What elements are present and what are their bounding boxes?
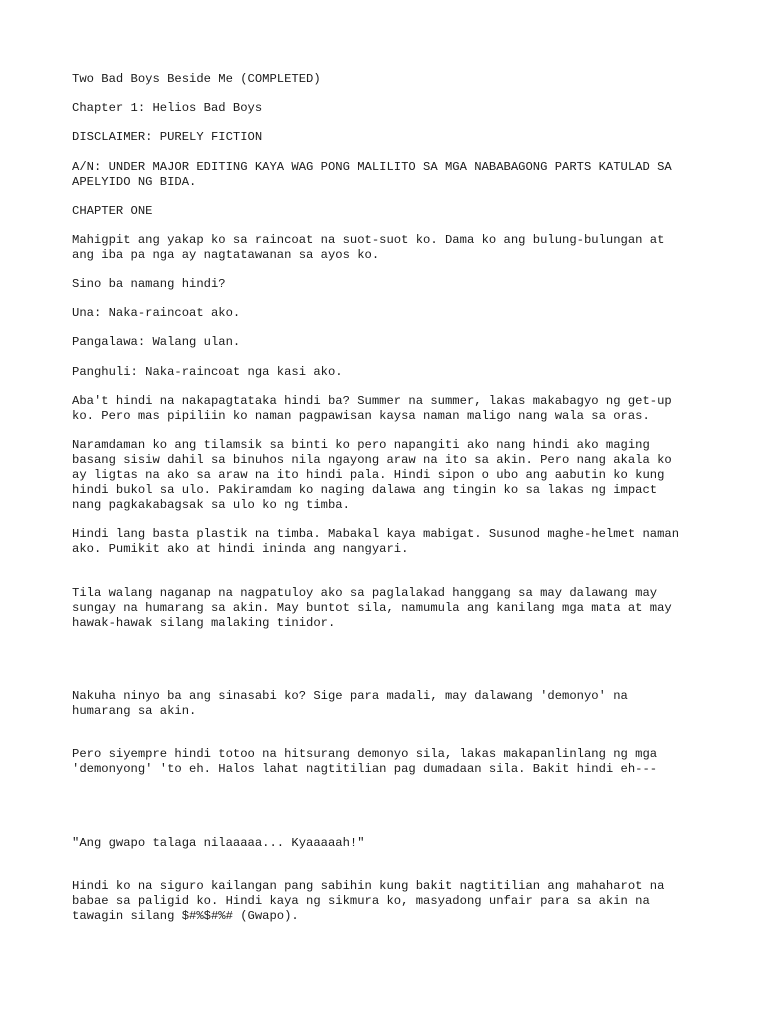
paragraph: Tila walang naganap na nagpatuloy ako sa paglalakad hanggang sa may dalawang may sungay na humarang sa akin. May buntot sila, namumula ang kanilang mga mata at may hawak-hawak silang malaking tinidor. <box>72 586 672 630</box>
paragraph: Mahigpit ang yakap ko sa raincoat na suot-suot ko. Dama ko ang bulung-bulungan at ang iba pa nga ay nagtatawanan sa ayos ko. <box>72 233 665 262</box>
paragraph: Pero siyempre hindi totoo na hitsurang demonyo sila, lakas makapanlinlang ng mga 'demonyong' 'to eh. Halos lahat nagtitilian pag dumadaan sila. Bakit hindi eh--- <box>72 747 658 776</box>
paragraph: Hindi lang basta plastik na timba. Mabakal kaya mabigat. Susunod maghe-helmet naman ako. Pumikit ako at hindi ininda ang nangyari. <box>72 527 680 556</box>
paragraph: Aba't hindi na nakapagtataka hindi ba? Summer na summer, lakas makabagyo ng get-up ko. Pero mas pipiliin ko naman pagpawisan kaysa naman maligo nang wala sa oras. <box>72 394 672 423</box>
disclaimer: DISCLAIMER: PURELY FICTION <box>72 130 263 144</box>
paragraph: Panghuli: Naka-raincoat nga kasi ako. <box>72 365 343 379</box>
paragraph: Una: Naka-raincoat ako. <box>72 306 241 320</box>
document-title: Two Bad Boys Beside Me (COMPLETED) <box>72 72 321 86</box>
chapter-heading: Chapter 1: Helios Bad Boys <box>72 101 263 115</box>
chapter-label: CHAPTER ONE <box>72 204 153 218</box>
paragraph: Pangalawa: Walang ulan. <box>72 335 241 349</box>
paragraph: Sino ba namang hindi? <box>72 277 226 291</box>
author-note: A/N: UNDER MAJOR EDITING KAYA WAG PONG MALILITO SA MGA NABABAGONG PARTS KATULAD SA APELYIDO NG BIDA. <box>72 160 672 189</box>
paragraph: Nakuha ninyo ba ang sinasabi ko? Sige para madali, may dalawang 'demonyo' na humarang sa akin. <box>72 689 628 718</box>
paragraph: Naramdaman ko ang tilamsik sa binti ko pero napangiti ako nang hindi ako maging basang sisiw dahil sa binuhos nila ngayong araw na ito sa akin. Pero nang akala ko ay ligtas na ako sa araw na ito hindi pala. Hindi sipon o ubo ang aabutin ko kung hindi bukol sa ulo. Pakiramdam ko naging dalawa ang tingin ko sa lakas ng impact nang pagkakabagsak sa ulo ko ng timba. <box>72 438 672 512</box>
dialogue-line: "Ang gwapo talaga nilaaaaa... Kyaaaaah!" <box>72 836 365 850</box>
paragraph: Hindi ko na siguro kailangan pang sabihin kung bakit nagtitilian ang mahaharot na babae sa paligid ko. Hindi kaya ng sikmura ko, masyadong unfair para sa akin na tawagin silang $#%$#%# (Gwapo). <box>72 879 665 923</box>
